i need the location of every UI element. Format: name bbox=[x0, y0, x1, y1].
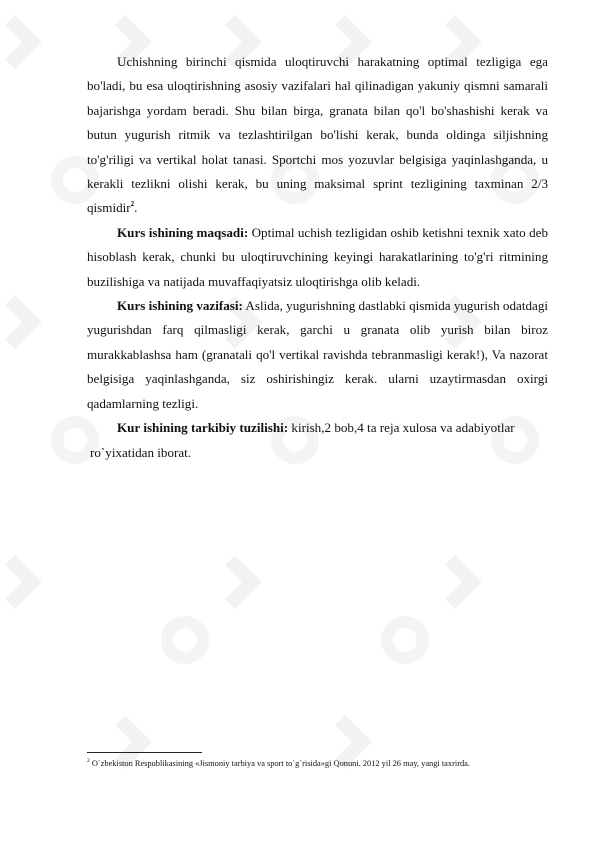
paragraph-intro-end: . bbox=[134, 200, 138, 216]
footnote-marker: 2 bbox=[87, 758, 90, 764]
structure-text: kirish,2 bob,4 ta reja xulosa va adabiyotlar bbox=[288, 420, 515, 436]
goal-label: Kurs ishining maqsadi: bbox=[117, 224, 249, 240]
footnote-text: O`zbekiston Respublikasining «Jismoniy tarbiya va sport to`g`risida»gi Qonuni. 2012 yil 26 may, yangi taxrirda. bbox=[89, 759, 470, 768]
paragraph-tasks bbox=[87, 294, 548, 416]
footnote-divider bbox=[87, 752, 202, 753]
paragraph-goal bbox=[87, 221, 548, 294]
footnote-reference: 2 bbox=[130, 200, 135, 209]
goal-text: Optimal uchish tezligidan oshib ketishni texnik xato deb hisoblash kerak, chunki bu uloqtiruvchining keyingi harakatlarining to'g'ri ritmining buzilishiga va natijada muvaffaqiyatsiz uloqtirishga olib keladi. bbox=[87, 224, 548, 289]
paragraph-structure bbox=[87, 416, 548, 440]
body-text bbox=[87, 50, 548, 465]
tasks-label: Kurs ishining vazifasi: bbox=[117, 298, 243, 314]
structure-continuation: ro`yixatidan iborat. bbox=[90, 444, 192, 460]
footnote bbox=[87, 758, 557, 769]
paragraph-intro-text: Uchishning birinchi qismida uloqtiruvchi harakatning optimal tezligiga ega bo'ladi, bu esa uloqtirishning asosiy vazifalari hal qilinadigan yakuniy qismni samarali bajarishga yordam beradi. Shu bilan birga, granata bilan qo'l bo'shashishi kerak va butun yugurish ritmik va tezlashtirilgan bo'lishi kerak, bunda oldinga siljishning to'g'riligi va vertikal holat tanasi. Sportchi mos yozuvlar belgisiga yaqinlashganda, u kerakli tezlikni olishi kerak, bu uning maksimal sprint tezligining taxminan 2/3 qismidir bbox=[87, 54, 548, 216]
paragraph-intro bbox=[87, 50, 548, 221]
structure-label: Kur ishining tarkibiy tuzilishi: bbox=[117, 420, 289, 436]
tasks-text: Aslida, yugurishning dastlabki qismida yugurish odatdagi yugurishdan farq qilmasligi kerak, garchi u granata olib yurish bilan biroz murakkablashsa ham (granatali qo'l vertikal ravishda tebranmasligi kerak!), Va nazorat belgisiga yaqinlashganda, siz oshirishingiz kerak. ularni uzaytirmasdan oxirgi qadamlarning tezligi. bbox=[87, 298, 549, 411]
